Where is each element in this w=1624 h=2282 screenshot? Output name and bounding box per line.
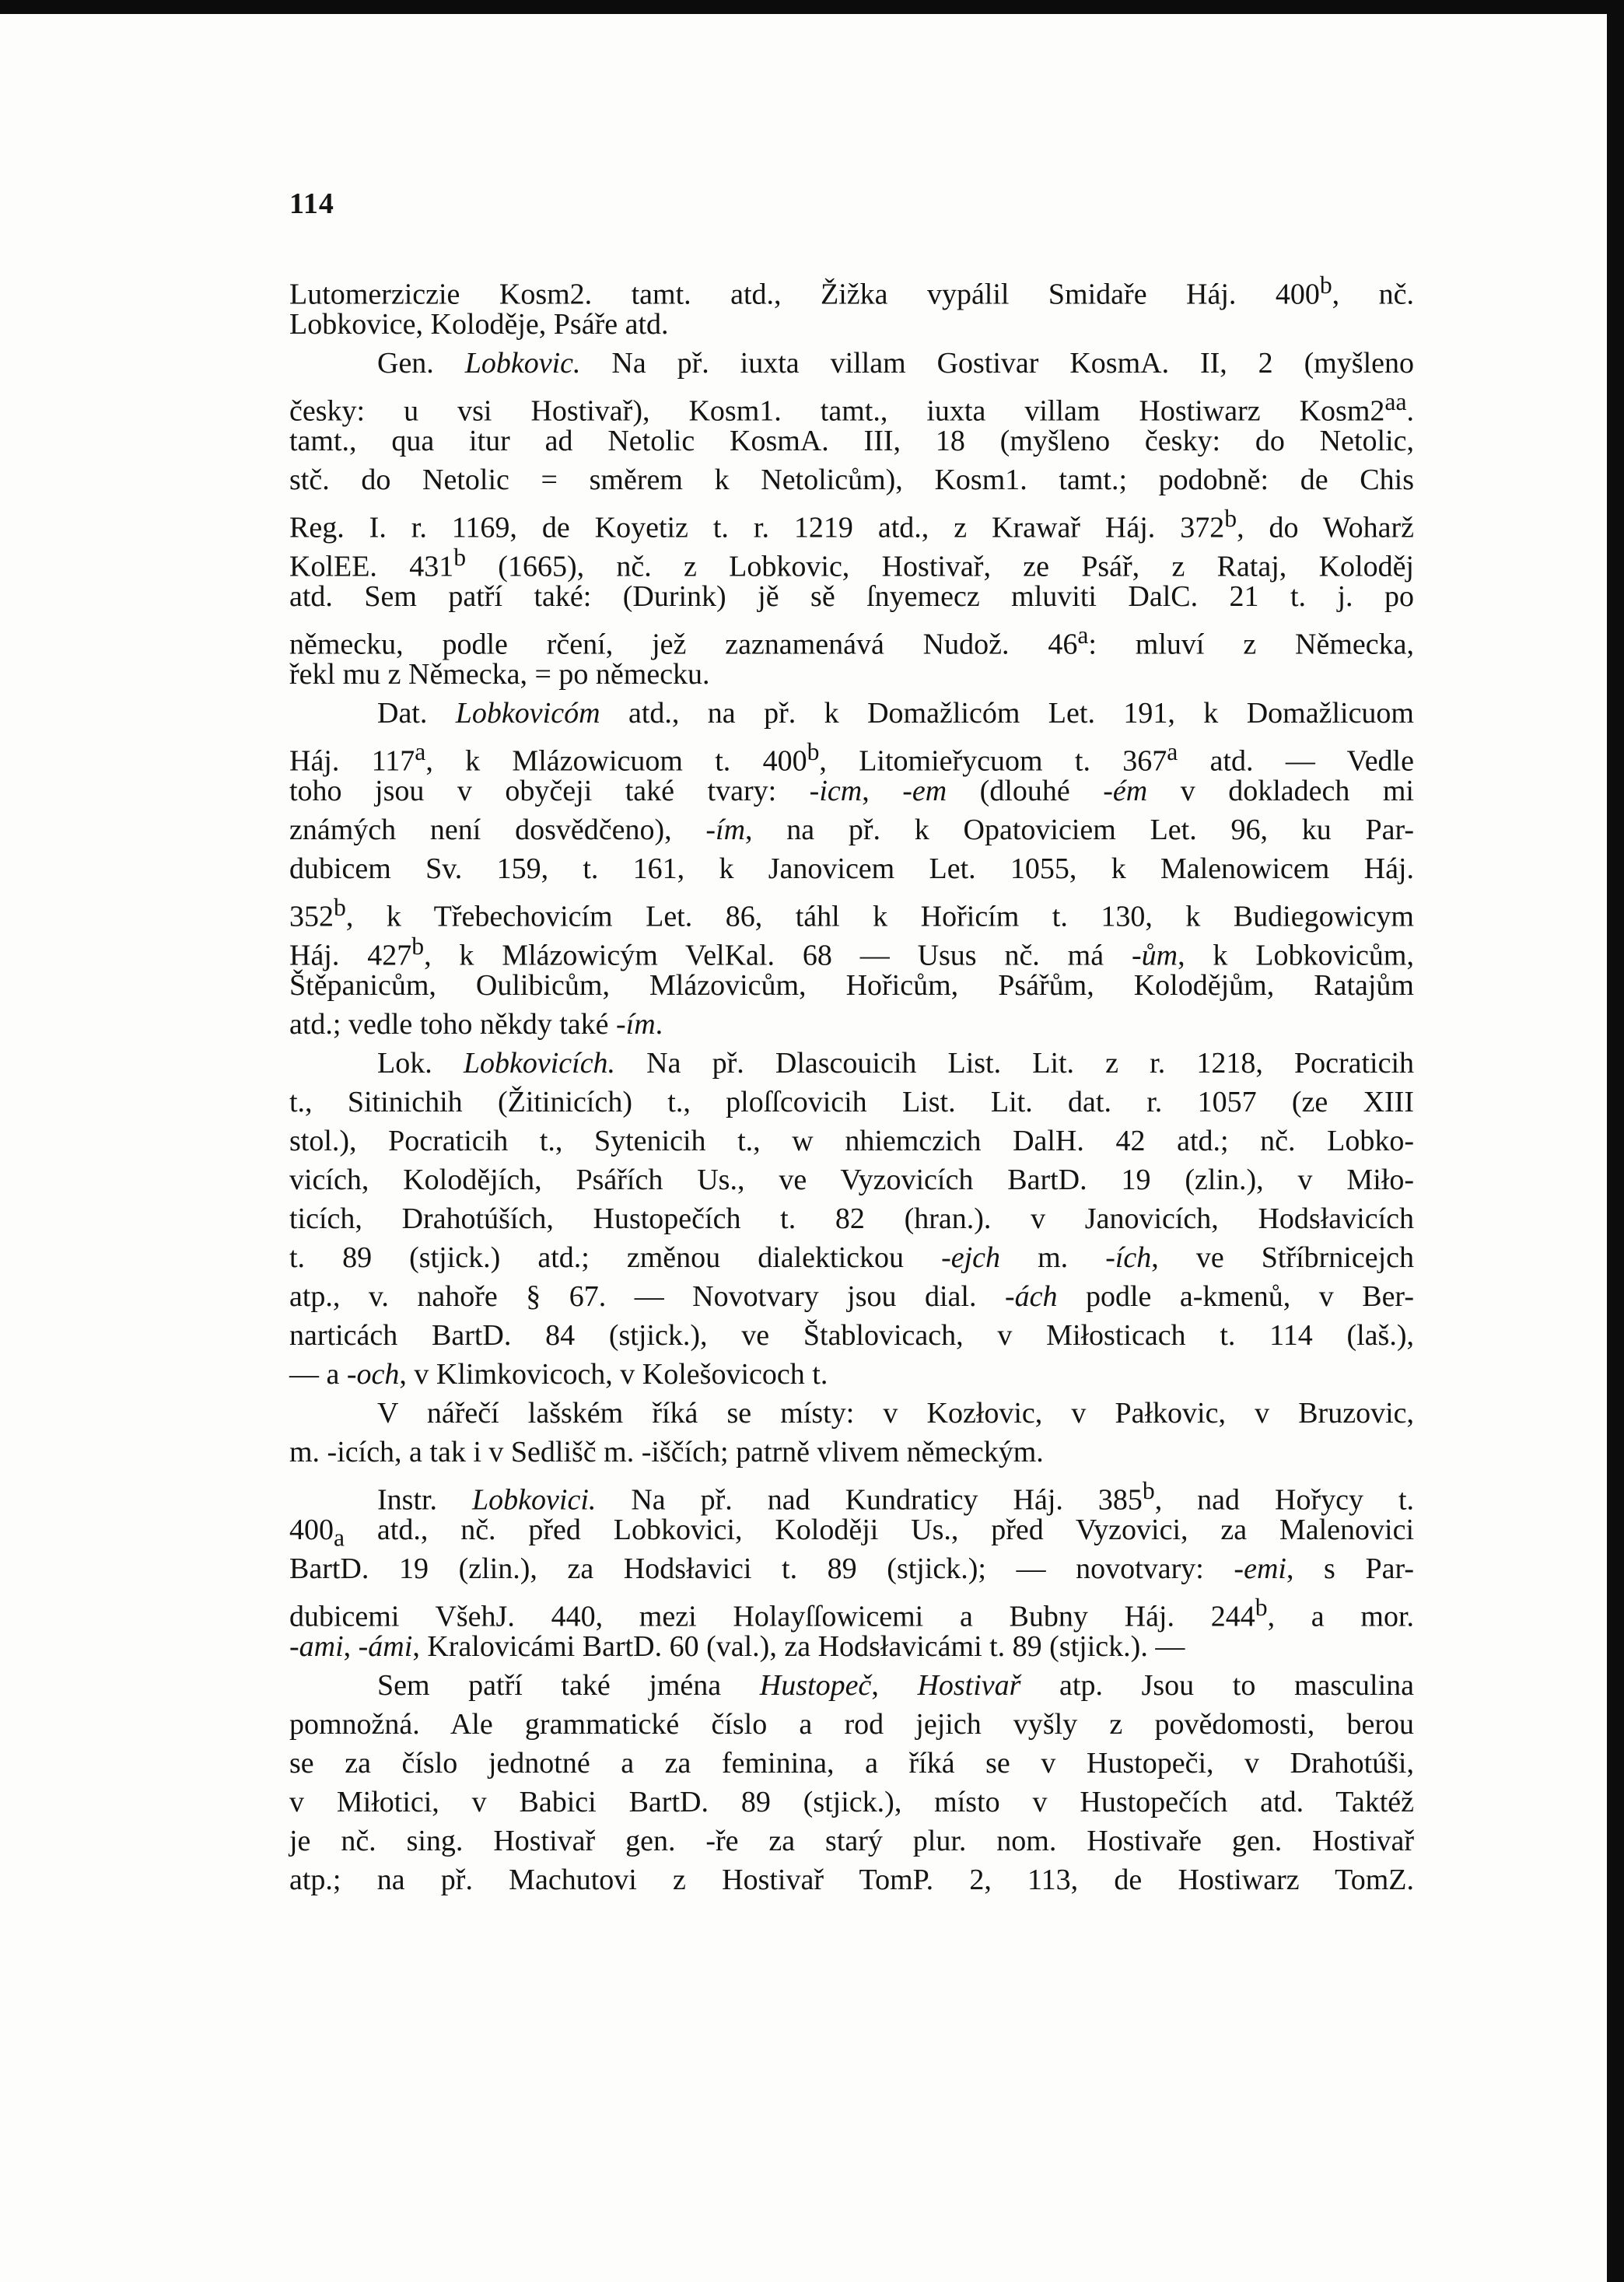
- text-line: německu, podle rčení, jež zaznamenává Nudož. 46$^a$: mluví z Německa,: [289, 621, 1414, 661]
- text-line: atp., v. nahoře § 67. — Novotvary jsou dial. -ách podle a-kmenů, v Ber-: [289, 1280, 1414, 1313]
- text-line: Dat. Lobkovicóm atd., na př. k Domažlicóm Let. 191, k Domažlicuom: [377, 697, 1414, 730]
- text-line: Gen. Lobkovic. Na př. iuxta villam Gostivar KosmA. II, 2 (myšleno: [377, 347, 1414, 380]
- text-line: ticích, Drahotúších, Hustopečích t. 82 (hran.). v Janovicích, Hodsłavicích: [289, 1202, 1414, 1235]
- text-line: dubicemi VšehJ. 440, mezi Holayſſowicemi a Bubny Háj. 244$^b$, a mor.: [289, 1594, 1415, 1633]
- text-line: tamt., qua itur ad Netolic KosmA. III, 18 (myšleno česky: do Netolic,: [289, 425, 1414, 457]
- text-line: vicích, Kolodějích, Psářích Us., ve Vyzovicích BartD. 19 (zlin.), v Miło-: [289, 1164, 1414, 1196]
- text-line: Lok. Lobkovicích. Na př. Dlascouicih List. Lit. z r. 1218, Pocraticih: [377, 1047, 1415, 1080]
- text-line: stč. do Netolic = směrem k Netolicům), Kosm1. tamt.; podobně: de Chis: [289, 464, 1414, 496]
- text-line: V nářečí lašském říká se místy: v Kozłovic, v Pałkovic, v Bruzovic,: [377, 1397, 1414, 1430]
- text-line: atd.; vedle toho někdy také -ím.: [289, 1008, 663, 1041]
- text-line: řekl mu z Německa, = po německu.: [289, 658, 710, 691]
- text-line: t., Sitinichih (Žitinicích) t., ploſſcovicih List. Lit. dat. r. 1057 (ze XIII: [289, 1086, 1414, 1118]
- text-line: Lutomerziczie Kosm2. tamt. atd., Žižka vypálil Smidaře Háj. 400$^b$, nč.: [289, 271, 1414, 311]
- text-line: atp.; na př. Machutovi z Hostivař TomP. 2, 113, de Hostiwarz TomZ.: [289, 1864, 1414, 1896]
- text-line: atd. Sem patří také: (Durink) jě sě ſnyemecz mluviti DalC. 21 t. j. po: [289, 580, 1414, 613]
- text-line: KolEE. 431$^b$ (1665), nč. z Lobkovic, Hostivař, ze Psář, z Rataj, Koloděj: [289, 544, 1414, 583]
- text-line: Háj. 117$^a$, k Mlázowicuom t. 400$^b$, Litomieřycuom t. 367$^a$ atd. — Vedle: [289, 738, 1414, 778]
- text-line: 352$^b$, k Třebechovicím Let. 86, táhl k Hořicím t. 130, k Budiegowicym: [289, 894, 1414, 933]
- scan-border-right: [1607, 0, 1624, 2282]
- text-line: Štěpanicům, Oulibicům, Mlázovicům, Hořicům, Psářům, Kolodějům, Ratajům: [289, 969, 1414, 1002]
- text-line: — a -och, v Klimkovicoch, v Kolešovicoch t.: [289, 1358, 828, 1391]
- text-line: -ami, -ámi, Kralovicámi BartD. 60 (val.), za Hodsłavicámi t. 89 (stjick.). —: [289, 1630, 1185, 1663]
- text-line: narticách BartD. 84 (stjick.), ve Štablovicach, v Miłosticach t. 114 (laš.),: [289, 1319, 1414, 1352]
- text-line: m. -icích, a tak i v Sedlišč m. -iščích; patrně vlivem německým.: [289, 1436, 1044, 1468]
- text-line: v Miłotici, v Babici BartD. 89 (stjick.), místo v Hustopečích atd. Taktéž: [289, 1786, 1414, 1818]
- text-line: dubicem Sv. 159, t. 161, k Janovicem Let. 1055, k Malenowicem Háj.: [289, 852, 1414, 885]
- text-line: je nč. sing. Hostivař gen. -ře za starý plur. nom. Hostivaře gen. Hostivař: [289, 1825, 1414, 1857]
- text-line: $400_a$ atd., nč. před Lobkovici, Koloději Us., před Vyzovici, za Malenovici: [289, 1514, 1414, 1552]
- text-line: známých není dosvědčeno), -ím, na př. k Opatoviciem Let. 96, ku Par-: [289, 814, 1414, 846]
- text-line: se za číslo jednotné a za feminina, a říká se v Hustopeči, v Drahotúši,: [289, 1747, 1414, 1780]
- text-line: stol.), Pocraticih t., Sytenicih t., w nhiemczich DalH. 42 atd.; nč. Lobko-: [289, 1125, 1414, 1157]
- text-line: Háj. 427$^b$, k Mlázowicým VelKal. 68 — Usus nč. má -ům, k Lobkovicům,: [289, 933, 1414, 972]
- text-line: Sem patří také jména Hustopeč, Hostivař atp. Jsou to masculina: [377, 1669, 1414, 1702]
- text-line: česky: u vsi Hostivař), Kosm1. tamt., iuxta villam Hostiwarz $Kosm2^{aa}$.: [289, 388, 1414, 428]
- text-line: pomnožná. Ale grammatické číslo a rod jejich vyšly z povědomosti, berou: [289, 1708, 1414, 1741]
- text-line: t. 89 (stjick.) atd.; změnou dialektickou -ejch m. -ích, ve Stříbrnicejch: [289, 1241, 1414, 1274]
- text-line: Instr. Lobkovici. Na př. nad Kundraticy Háj. 385$^b$, nad Hořycy t.: [377, 1477, 1415, 1517]
- page-number: 114: [289, 187, 334, 220]
- text-line: Lobkovice, Koloděje, Psáře atd.: [289, 308, 669, 341]
- text-line: BartD. 19 (zlin.), za Hodsłavici t. 89 (stjick.); — novotvary: -emi, s Par-: [289, 1552, 1414, 1585]
- scan-border-top: [0, 0, 1624, 14]
- text-line: toho jsou v obyčeji také tvary: -icm, -em (dlouhé -ém v dokladech mi: [289, 775, 1414, 807]
- body-text: [289, 266, 1414, 1899]
- text-line: Reg. I. r. 1169, de Koyetiz t. r. 1219 atd., z Krawař Háj. 372$^b$, do Woharž: [289, 505, 1414, 544]
